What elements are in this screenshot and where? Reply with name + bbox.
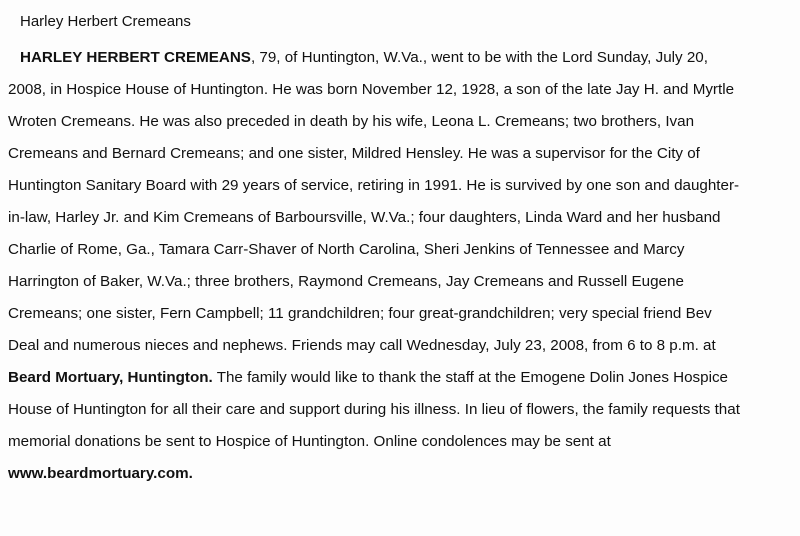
line-text: The family would like to thank the staff at the Emogene Dolin Jones Hospice [212,369,729,386]
obituary-line [8,400,740,420]
mortuary-name: Beard Mortuary, Huntington. [8,369,213,386]
obituary-line [8,176,739,196]
line-text: Cremeans; one sister, Fern Campbell; 11 grandchildren; four great-grandchildren; very special friend Bev [8,305,712,322]
obituary-line [8,304,712,324]
obituary-heading: Harley Herbert Cremeans [20,13,191,30]
deceased-name: HARLEY HERBERT CREMEANS [20,49,251,66]
line-text: Wroten Cremeans. He was also preceded in death by his wife, Leona L. Cremeans; two brothers, Ivan [8,113,695,130]
line-text: memorial donations be sent to Hospice of Huntington. Online condolences may be sent at [8,433,611,450]
obituary-line [8,80,734,100]
line-text: Harrington of Baker, W.Va.; three brothers, Raymond Cremeans, Jay Cremeans and Russell Eugene [8,273,684,290]
obituary-line [8,432,611,452]
obituary-line [8,368,728,388]
obituary-line [20,48,708,68]
obituary-line [8,112,694,132]
obituary-line [8,272,684,292]
line-text: Huntington Sanitary Board with 29 years of service, retiring in 1991. He is survived by one son and daughter- [8,177,740,194]
line-text: 2008, in Hospice House of Huntington. He was born November 12, 1928, a son of the late Jay H. and Myrtle [8,81,735,98]
obituary-line [8,336,716,356]
line-text: House of Huntington for all their care and support during his illness. In lieu of flowers, the family requests that [8,401,740,418]
line-text: Deal and numerous nieces and nephews. Friends may call Wednesday, July 23, 2008, from 6 to 8 p.m. at [8,337,716,354]
line-text: , 79, of Huntington, W.Va., went to be with the Lord Sunday, July 20, [250,49,708,66]
line-text: Charlie of Rome, Ga., Tamara Carr-Shaver of North Carolina, Sheri Jenkins of Tennessee and Marcy [8,241,685,258]
obituary-line [8,240,684,260]
obituary-line [8,464,193,484]
mortuary-website: www.beardmortuary.com. [8,465,193,482]
line-text: Cremeans and Bernard Cremeans; and one sister, Mildred Hensley. He was a supervisor for the City of [8,145,700,162]
obituary-line [8,208,720,228]
line-text: in-law, Harley Jr. and Kim Cremeans of Barboursville, W.Va.; four daughters, Linda Ward and her husband [8,209,721,226]
obituary-line [8,144,700,164]
